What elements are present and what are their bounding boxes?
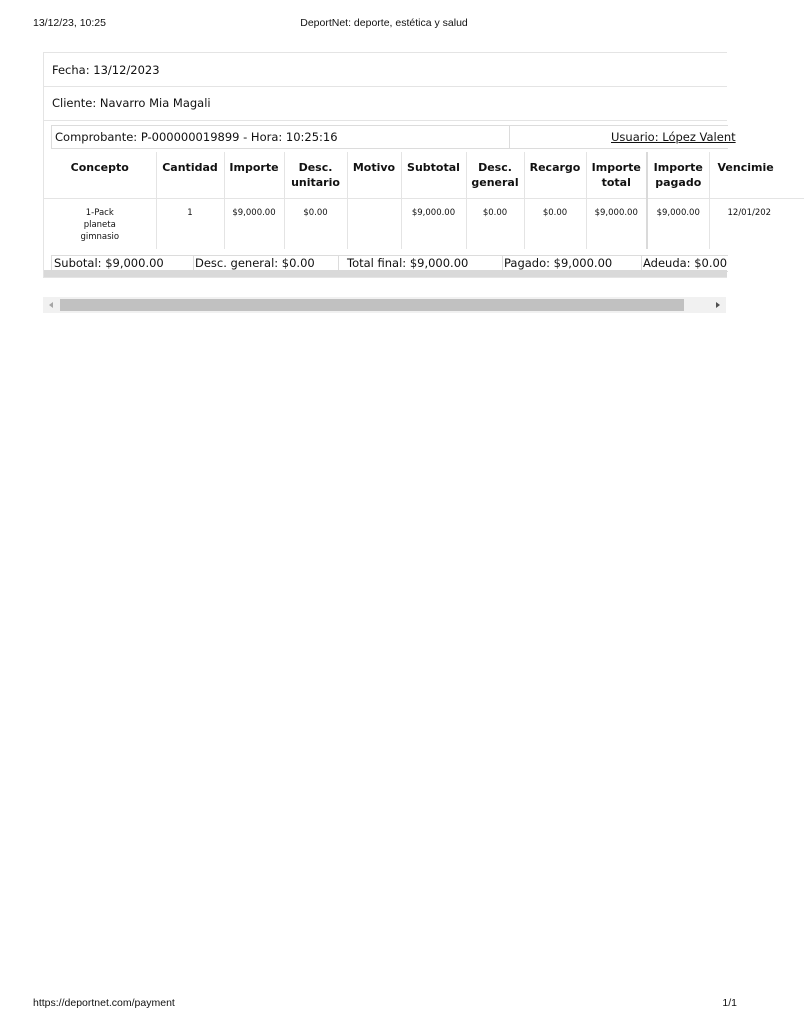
payment-receipt: [43, 52, 774, 278]
desc-general-label: Desc. general: $0.00: [195, 256, 315, 270]
fecha-label: Fecha: 13/12/2023: [52, 63, 160, 77]
col-importe-pagado: Importe pagado: [647, 152, 709, 199]
totals-divider: [641, 256, 642, 271]
print-url: https://deportnet.com/payment: [33, 997, 175, 1009]
cell-motivo: [347, 199, 401, 250]
totals-divider: [502, 256, 503, 271]
fecha-row: [44, 53, 727, 87]
adeuda-label: Adeuda: $0.00: [643, 256, 728, 270]
col-desc-general: Desc. general: [466, 152, 524, 199]
col-concepto: Concepto: [44, 152, 156, 199]
col-vencimiento: Vencimie: [709, 152, 804, 199]
cell-subtotal: $9,000.00: [401, 199, 466, 250]
col-importe-total: Importe total: [586, 152, 647, 199]
cell-importe-pagado: $9,000.00: [647, 199, 709, 250]
comprobante-label: Comprobante: P-000000019899 - Hora: 10:25:16: [55, 130, 338, 144]
col-motivo: Motivo: [347, 152, 401, 199]
cell-recargo: $0.00: [524, 199, 586, 250]
totals-divider: [338, 256, 339, 271]
cell-importe: $9,000.00: [224, 199, 284, 250]
comprobante-row: [51, 125, 736, 149]
usuario-link[interactable]: Usuario: López Valent: [611, 130, 736, 144]
horizontal-scrollbar[interactable]: [43, 297, 726, 313]
cell-importe-total: $9,000.00: [586, 199, 647, 250]
print-page-title: DeportNet: deporte, estética y salud: [300, 17, 468, 29]
cliente-row: [44, 86, 727, 121]
cell-desc-general: $0.00: [466, 199, 524, 250]
cell-concepto: 1-Pack planeta gimnasio: [80, 208, 120, 242]
table-header-row: [44, 152, 804, 199]
cell-desc-unitario: $0.00: [284, 199, 347, 250]
cliente-label: Cliente: Navarro Mia Magali: [52, 96, 211, 110]
print-datetime: 13/12/23, 10:25: [33, 17, 106, 29]
scrollbar-thumb[interactable]: [60, 299, 684, 311]
receipt-bottom-band: [44, 270, 727, 277]
arrow-left-icon[interactable]: [43, 297, 59, 313]
comprobante-divider: [509, 126, 510, 148]
cell-cantidad: 1: [156, 199, 224, 250]
cell-vencimiento: 12/01/202: [709, 199, 804, 250]
col-cantidad: Cantidad: [156, 152, 224, 199]
subtotal-label: Subotal: $9,000.00: [54, 256, 164, 270]
col-recargo: Recargo: [524, 152, 586, 199]
totals-divider: [193, 256, 194, 271]
total-final-label: Total final: $9,000.00: [347, 256, 469, 270]
pagado-label: Pagado: $9,000.00: [504, 256, 613, 270]
col-desc-unitario: Desc. unitario: [284, 152, 347, 199]
print-page-number: 1/1: [722, 997, 737, 1009]
items-table: [44, 152, 804, 249]
table-row: [44, 199, 804, 250]
col-subtotal: Subtotal: [401, 152, 466, 199]
col-importe: Importe: [224, 152, 284, 199]
arrow-right-icon[interactable]: [710, 297, 726, 313]
